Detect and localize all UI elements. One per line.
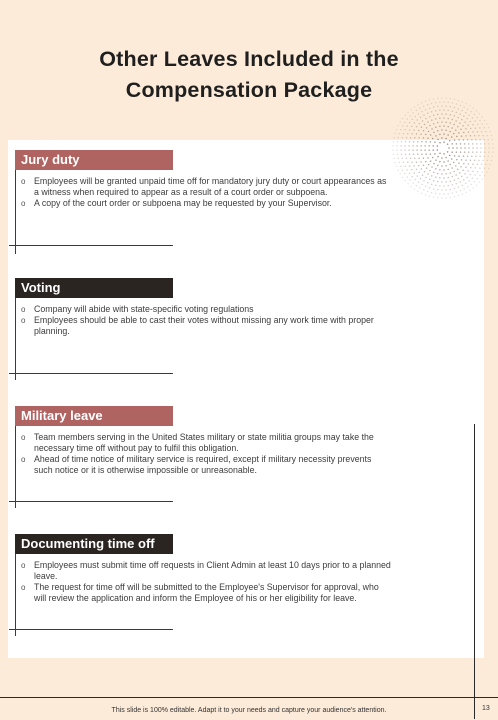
list-item: o Employees will be granted unpaid time off for mandatory jury duty or court appearances as a witness when required to appear as a result of a court order or subpoena. <box>21 176 387 197</box>
section-divider <box>15 426 16 508</box>
right-border-line <box>474 424 475 719</box>
section-divider <box>15 554 16 636</box>
footer-divider <box>0 697 498 698</box>
footer-note: This slide is 100% editable. Adapt it to your needs and capture your audience's attention. <box>111 707 387 714</box>
section-heading: Jury duty <box>15 150 173 170</box>
section-heading: Military leave <box>15 406 173 426</box>
dotted-circle-decoration <box>388 93 498 203</box>
section-divider <box>15 298 16 380</box>
bullet-list <box>20 176 392 209</box>
page-number: 13 <box>482 705 490 712</box>
section-heading: Documenting time off <box>15 534 173 554</box>
section-underline <box>9 245 173 246</box>
list-item: o A copy of the court order or subpoena may be requested by your Supervisor. <box>21 198 332 208</box>
list-item: o The request for time off will be submitted to the Employee's Supervisor for approval, who will review the application and inform the Employee of his or her eligibility for leave. <box>21 582 379 603</box>
title-line-1: Other Leaves Included in the <box>99 47 399 71</box>
bullet-list <box>20 304 392 337</box>
section-divider <box>15 170 16 254</box>
section-underline <box>9 629 173 630</box>
title-line-2: Compensation Package <box>125 78 373 102</box>
list-item: o Employees must submit time off requests in Client Admin at least 10 days prior to a planned leave. <box>21 560 391 581</box>
section-underline <box>9 373 173 374</box>
list-item: o Employees should be able to cast their votes without missing any work time with proper planning. <box>21 315 374 336</box>
list-item: o Company will abide with state-specific voting regulations <box>21 304 254 314</box>
list-item: o Team members serving in the United States military or state militia groups may take the necessary time off without pay to fulfil this obligation. <box>21 432 374 453</box>
bullet-list <box>20 560 392 604</box>
section-underline <box>9 501 173 502</box>
list-item: o Ahead of time notice of military service is required, except if military necessity prevents such notice or it is otherwise impossible or unreasonable. <box>21 454 372 475</box>
bullet-list <box>20 432 392 476</box>
section-heading: Voting <box>15 278 173 298</box>
